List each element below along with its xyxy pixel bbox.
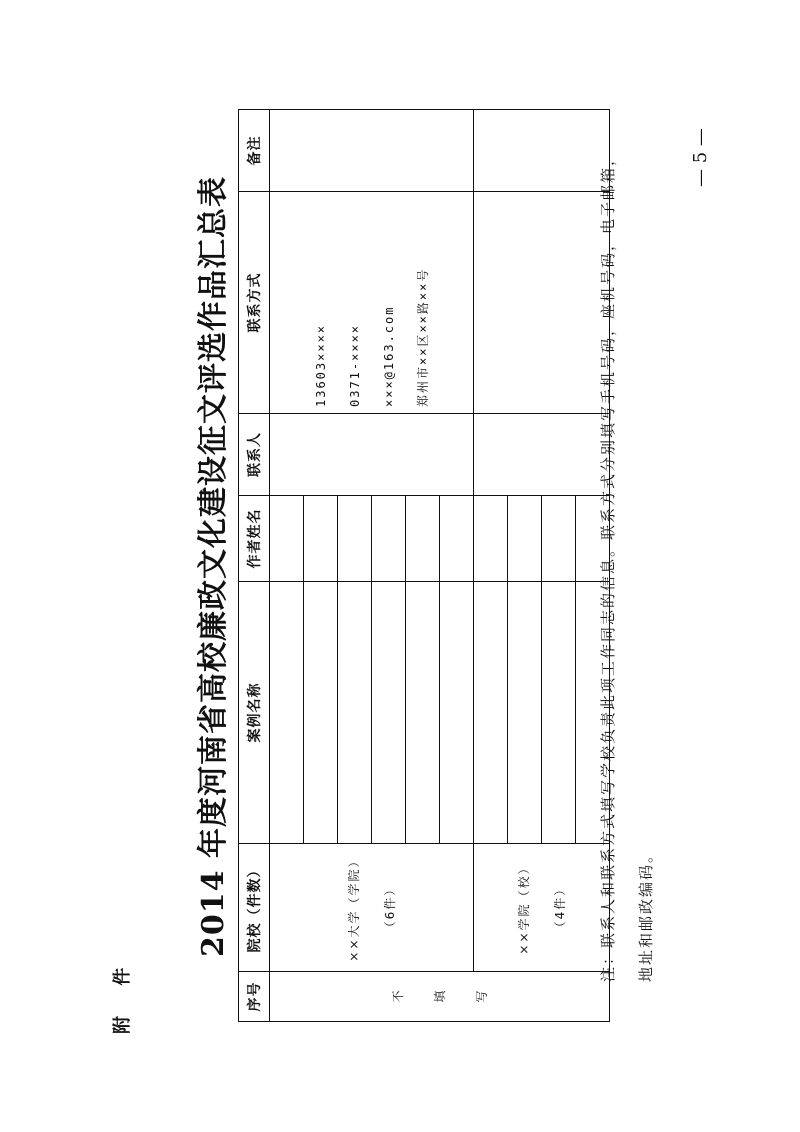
- contact-info-cell: [474, 192, 610, 414]
- case-name-cell: [270, 582, 304, 844]
- table-row: [474, 110, 508, 1022]
- table-note-continued: 地址和邮政编码。: [637, 845, 655, 982]
- case-name-cell: [338, 582, 372, 844]
- contact-person-cell: [270, 414, 474, 496]
- school-cell: [270, 844, 474, 972]
- header-school: 院校（件数）: [239, 844, 270, 972]
- remark-cell: [474, 110, 610, 192]
- author-cell: [474, 496, 508, 582]
- school-count: （4件）: [552, 881, 567, 934]
- header-author: 作者姓名: [239, 496, 270, 582]
- school-cell: [474, 844, 610, 972]
- author-cell: [338, 496, 372, 582]
- index-note-char: 填: [432, 990, 447, 1003]
- index-note-char: 写: [474, 990, 489, 1003]
- contact-info-cell: [270, 192, 474, 414]
- school-count: （6件）: [382, 881, 397, 934]
- contact-address: 郑州市××区××路××号: [415, 267, 430, 407]
- header-contact-info: 联系方式: [239, 192, 270, 414]
- remark-cell: [270, 110, 474, 192]
- case-name-cell: [406, 582, 440, 844]
- author-cell: [372, 496, 406, 582]
- index-cell: [270, 972, 610, 1022]
- author-cell: [304, 496, 338, 582]
- header-contact-person: 联系人: [239, 414, 270, 496]
- author-cell: [542, 496, 576, 582]
- page-number: — 5 —: [690, 128, 711, 187]
- summary-table: [238, 109, 610, 1022]
- index-note-char: 不: [390, 990, 405, 1003]
- contact-landline: 0371-××××: [347, 323, 362, 407]
- table-note: 注：联系人和联系方式填写学校负责此项工作同志的信息。联系方式分别填写手机号码，座机号码，电子邮箱，: [599, 148, 617, 982]
- author-cell: [440, 496, 474, 582]
- author-cell: [406, 496, 440, 582]
- author-cell: [508, 496, 542, 582]
- document-title: 2014 年度河南省高校廉政文化建设征文评选作品汇总表: [196, 176, 231, 957]
- case-name-cell: [304, 582, 338, 844]
- case-name-cell: [542, 582, 576, 844]
- attachment-label: 附 件: [112, 955, 133, 1034]
- case-name-cell: [474, 582, 508, 844]
- author-cell: [270, 496, 304, 582]
- case-name-cell: [508, 582, 542, 844]
- contact-email: ×××@163.com: [381, 305, 396, 407]
- header-index: 序号: [239, 972, 270, 1022]
- table-row: [270, 110, 304, 1022]
- header-case-name: 案例名称: [239, 582, 270, 844]
- case-name-cell: [372, 582, 406, 844]
- school-name: ××学院（校）: [516, 860, 531, 955]
- header-remark: 备注: [239, 110, 270, 192]
- case-name-cell: [440, 582, 474, 844]
- school-name: ××大学（学院）: [346, 853, 361, 962]
- contact-person-cell: [474, 414, 610, 496]
- header-row: [239, 110, 270, 1022]
- contact-mobile: 13603××××: [313, 323, 328, 407]
